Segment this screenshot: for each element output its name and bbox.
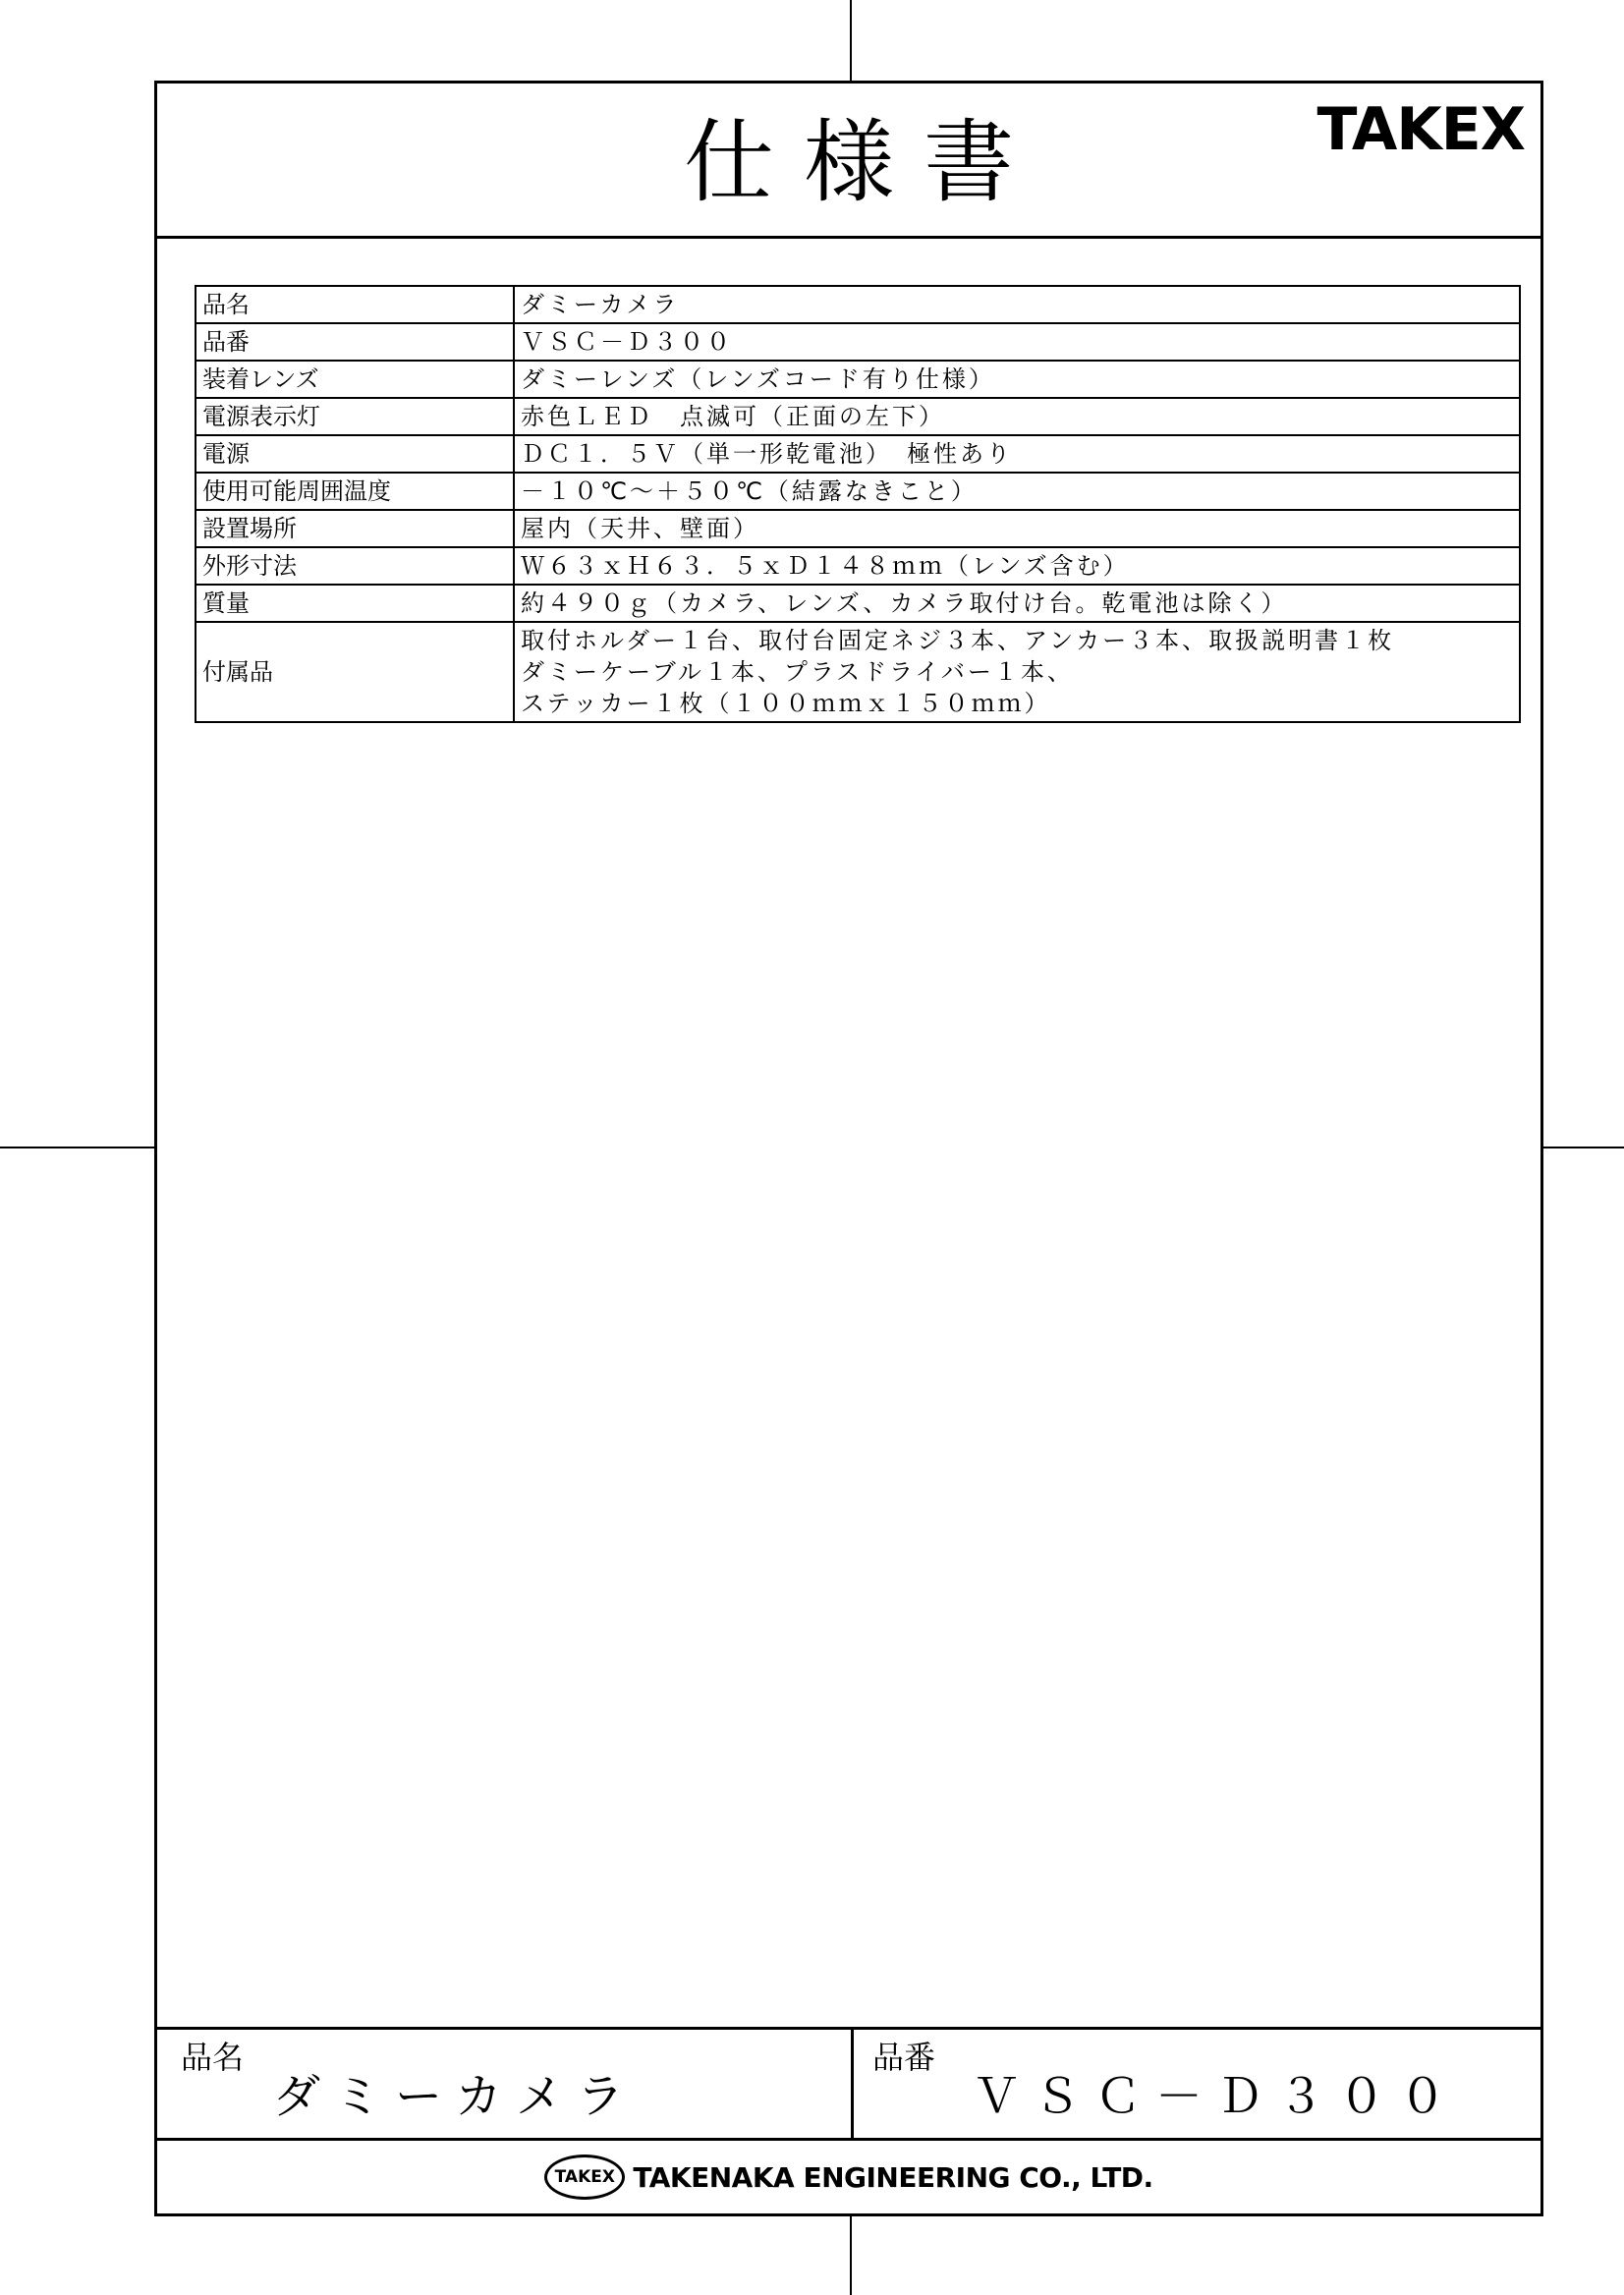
crop-mark-bottom bbox=[850, 2216, 852, 2295]
spec-value-line: ステッカー１枚（１００ｍｍｘ１５０ｍｍ） bbox=[521, 690, 1051, 717]
crop-mark-right bbox=[1543, 1147, 1624, 1148]
spec-label: 使用可能周囲温度 bbox=[196, 473, 514, 510]
sheet-header bbox=[157, 84, 1540, 239]
spec-value-line: ダミーケーブル１本、プラスドライバー１本、 bbox=[521, 658, 1074, 686]
spec-value bbox=[514, 585, 1520, 622]
spec-label: 品名 bbox=[196, 286, 514, 323]
company-name: TAKENAKA ENGINEERING CO., LTD. bbox=[633, 2160, 1153, 2194]
spec-value-line: 取付ホルダー１台、取付台固定ネジ３本、アンカー３本、取扱説明書１枚 bbox=[521, 627, 1395, 654]
crop-mark-left bbox=[0, 1147, 154, 1148]
spec-row bbox=[196, 473, 1520, 510]
spec-value bbox=[514, 398, 1520, 435]
spec-row bbox=[196, 547, 1520, 585]
spec-value bbox=[514, 622, 1520, 722]
spec-label: 付属品 bbox=[196, 622, 514, 722]
product-name-label: 品名 bbox=[181, 2039, 245, 2076]
spec-row bbox=[196, 622, 1520, 722]
spec-label: 電源 bbox=[196, 435, 514, 473]
spec-row bbox=[196, 361, 1520, 398]
spec-value bbox=[514, 361, 1520, 398]
spec-value-line: ＤＣ１．５Ｖ（単一形乾電池） 極性あり bbox=[521, 440, 1013, 468]
spec-row bbox=[196, 435, 1520, 473]
spec-row bbox=[196, 510, 1520, 547]
spec-label: 装着レンズ bbox=[196, 361, 514, 398]
spec-value-line: ダミーレンズ（レンズコード有り仕様） bbox=[521, 365, 995, 393]
spec-label: 品番 bbox=[196, 323, 514, 361]
spec-row bbox=[196, 323, 1520, 361]
spec-label: 外形寸法 bbox=[196, 547, 514, 585]
spec-row bbox=[196, 585, 1520, 622]
footer bbox=[157, 2141, 1540, 2213]
spec-label: 質量 bbox=[196, 585, 514, 622]
spec-value-line: 屋内（天井、壁面） bbox=[521, 515, 759, 542]
spec-label: 設置場所 bbox=[196, 510, 514, 547]
product-number-label: 品番 bbox=[872, 2039, 936, 2076]
title-block-divider bbox=[851, 2030, 854, 2138]
brand-logo: TAKEX bbox=[1316, 95, 1525, 164]
spec-value bbox=[514, 286, 1520, 323]
spec-value bbox=[514, 510, 1520, 547]
spec-value-line: 約４９０ｇ（カメラ、レンズ、カメラ取付け台。乾電池は除く） bbox=[521, 589, 1288, 617]
spec-value bbox=[514, 435, 1520, 473]
product-name-value: ダミーカメラ bbox=[273, 2069, 639, 2124]
spec-sheet-frame bbox=[154, 81, 1543, 2216]
spec-value bbox=[514, 547, 1520, 585]
company-logo-badge: TAKEX bbox=[544, 2155, 625, 2200]
spec-value-line: ダミーカメラ bbox=[521, 291, 680, 318]
spec-value-line: Ｗ６３ｘＨ６３．５ｘＤ１４８ｍｍ（レンズ含む） bbox=[521, 552, 1130, 580]
crop-mark-top bbox=[850, 0, 852, 81]
spec-table bbox=[195, 285, 1521, 723]
spec-value-line: ＶＳＣ－Ｄ３００ bbox=[521, 328, 733, 356]
spec-row bbox=[196, 286, 1520, 323]
title-block bbox=[157, 2027, 1540, 2141]
product-number-value: ＶＳＣ－Ｄ３００ bbox=[973, 2069, 1461, 2124]
spec-value-line: －１０℃～＋５０℃（結露なきこと） bbox=[521, 477, 978, 505]
spec-label: 電源表示灯 bbox=[196, 398, 514, 435]
spec-value bbox=[514, 323, 1520, 361]
page-title: 仕様書 bbox=[683, 110, 1043, 215]
spec-row bbox=[196, 398, 1520, 435]
spec-value bbox=[514, 473, 1520, 510]
spec-value-line: 赤色ＬＥＤ 点滅可（正面の左下） bbox=[521, 403, 945, 430]
